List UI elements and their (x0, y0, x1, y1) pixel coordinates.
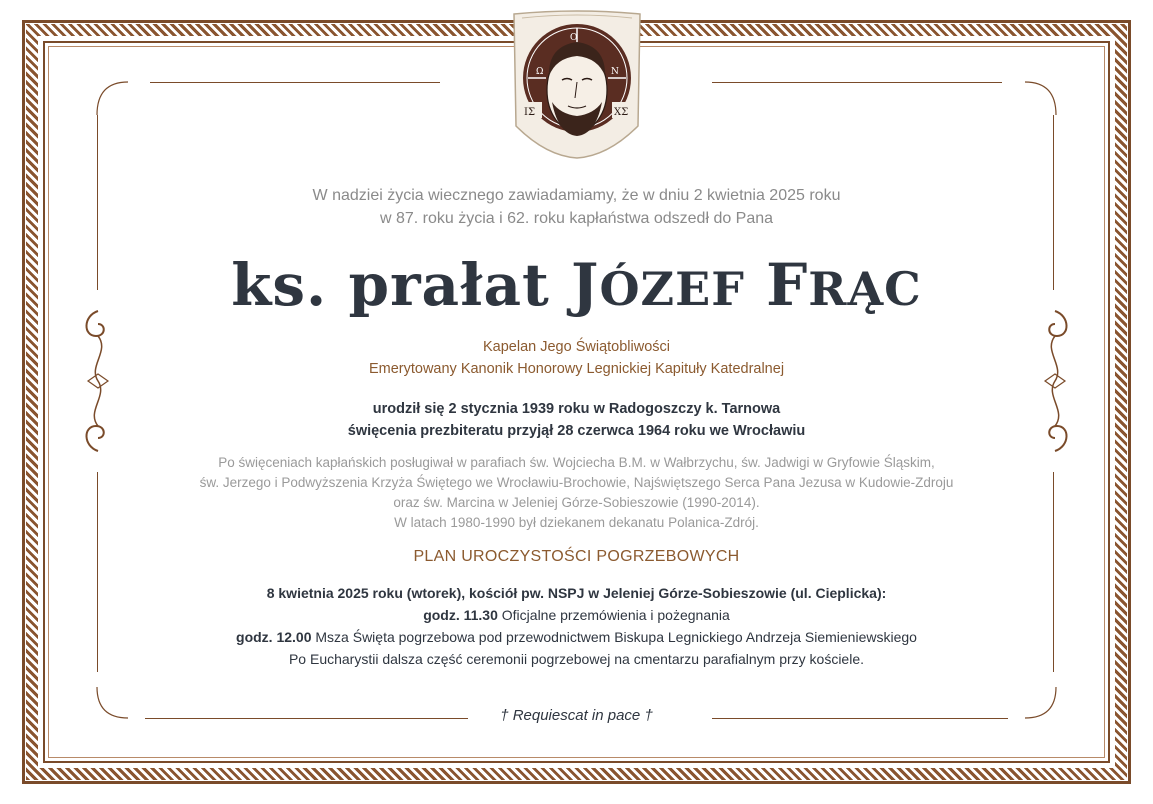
biography-dates (0, 398, 1153, 442)
career-line-1: Po święceniach kapłańskich posługiwał w parafiach św. Wojciecha B.M. w Wałbrzychu, św. Jadwigi w Gryfowie Śląskim, (218, 455, 935, 470)
title-line-1: Kapelan Jego Świątobliwości (483, 339, 670, 355)
christ-icon (508, 6, 646, 164)
title-line-2: Emerytowany Kanonik Honorowy Legnickiej Kapituły Katedralnej (368, 361, 785, 377)
intro-line-1: W nadziei życia wiecznego zawiadamiamy, że w dniu 2 kwietnia 2025 roku (312, 187, 841, 204)
funeral-plan (0, 582, 1153, 670)
svg-text:Ο: Ο (570, 33, 578, 43)
plan-time-2: godz. 12.00 (236, 629, 312, 645)
first-name-initial: J (571, 251, 600, 319)
birth-line: urodził się 2 stycznia 1939 roku w Radogoszczy k. Tarnowa (372, 401, 781, 417)
plan-desc-2: Msza Święta pogrzebowa pod przewodnictwem Biskupa Legnickiego Andrzeja Siemieniewskiego (311, 629, 917, 645)
first-name-rest: ÓZEF (599, 262, 745, 316)
corner-ornament-tl (70, 60, 130, 120)
svg-text:Ν: Ν (611, 67, 619, 77)
deceased-name (0, 250, 1153, 324)
career-line-4: W latach 1980-1990 był dziekanem dekanatu Polanica-Zdrój. (394, 515, 759, 530)
plan-time-1: godz. 11.30 (423, 607, 498, 623)
top-right-rule (712, 82, 1002, 83)
plan-line-1: 8 kwietnia 2025 roku (wtorek), kościół pw. NSPJ w Jeleniej Górze-Sobieszowie (ul. Cieplicka): (266, 585, 887, 601)
ordination-line: święcenia prezbiteratu przyjął 28 czerwca 1964 roku we Wrocławiu (347, 423, 806, 439)
last-name-initial: F (766, 251, 809, 319)
intro-line-2: w 87. roku życia i 62. roku kapłaństwa odszedł do Pana (379, 210, 774, 227)
honorary-titles (0, 336, 1153, 380)
career-line-3: oraz św. Marcina w Jeleniej Górze-Sobieszowie (1990-2014). (393, 495, 760, 510)
icon-letters-right: ΧΣ (614, 107, 629, 118)
funeral-plan-heading: PLAN UROCZYSTOŚCI POGRZEBOWYCH (413, 548, 740, 565)
icon-letters-left: ΙΣ (524, 107, 536, 118)
svg-text:Ω: Ω (536, 67, 544, 77)
career-line-2: św. Jerzego i Podwyższenia Krzyża Świętego we Wrocławiu-Brochowie, Najświętszego Serca Pana Jezusa w Kudowie-Zdroju (199, 475, 954, 490)
plan-line-2 (0, 604, 1153, 626)
plan-line-3 (0, 626, 1153, 648)
plan-desc-1: Oficjalne przemówienia i pożegnania (497, 607, 730, 623)
announcement-intro (0, 184, 1153, 230)
top-left-rule (150, 82, 440, 83)
last-name-rest: RĄC (808, 262, 922, 316)
career-summary (0, 453, 1153, 533)
name-prefix: ks. prałat (231, 251, 572, 319)
plan-line-4: Po Eucharystii dalsza część ceremonii pogrzebowej na cmentarzu parafialnym przy kościele. (288, 651, 865, 667)
corner-ornament-tr (1023, 60, 1083, 120)
requiescat-footer: † Requiescat in pace † (500, 707, 653, 724)
